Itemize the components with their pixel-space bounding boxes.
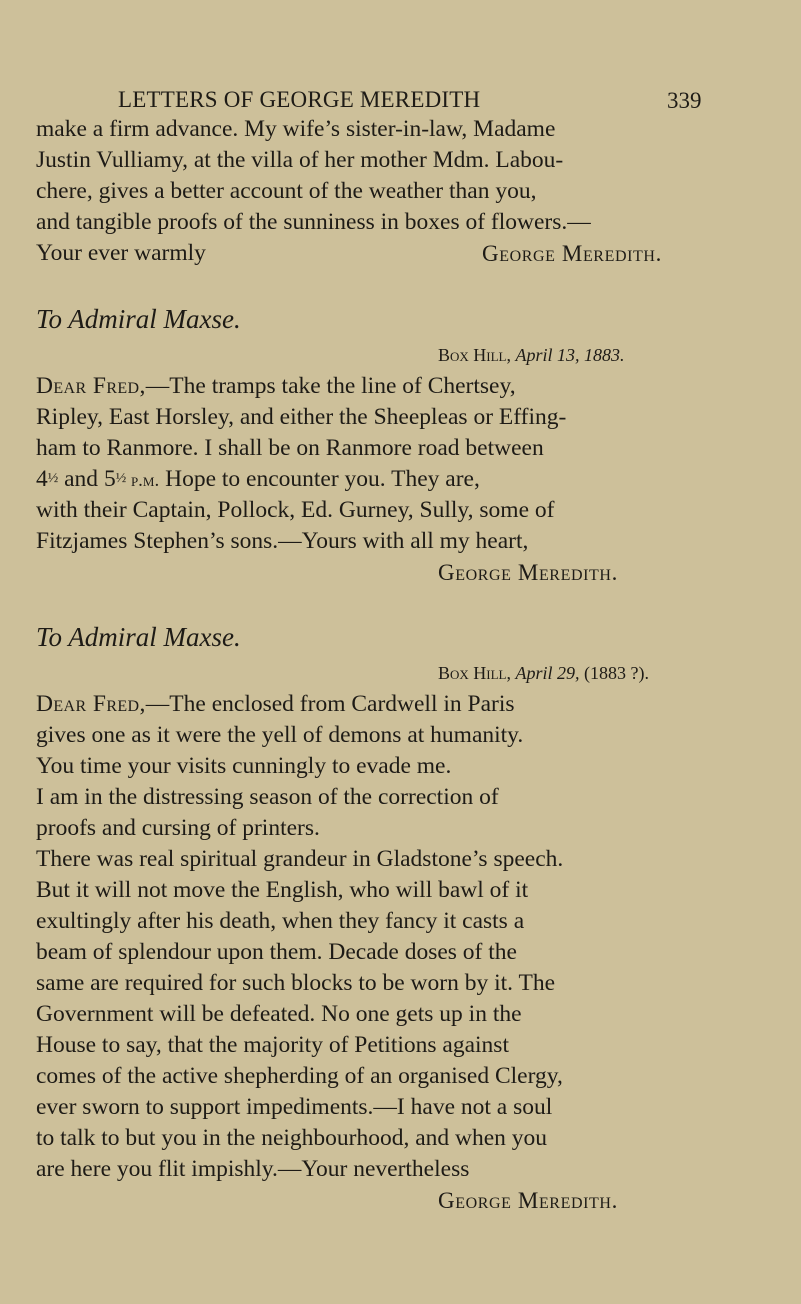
text-line: House to say, that the majority of Petitions against (36, 1032, 509, 1058)
text-line: beam of splendour upon them. Decade doses of the (36, 939, 517, 965)
text-line: Ripley, East Horsley, and either the Sheepleas or Effing- (36, 404, 567, 430)
text-line: But it will not move the English, who will bawl of it (36, 877, 529, 903)
pm: p.m. (126, 470, 160, 491)
text-line: to talk to but you in the neighbourhood, and when you (36, 1125, 548, 1151)
time-end: 5 (103, 466, 116, 492)
text-line: gives one as it were the yell of demons at humanity. (36, 722, 524, 748)
date: April 29, (515, 663, 580, 683)
date-year: (1883 ?). (579, 663, 649, 683)
text: and (58, 466, 104, 492)
dateline (438, 664, 649, 682)
text-line (36, 468, 480, 492)
signature: George Meredith. (482, 241, 662, 266)
text-line: exultingly after his death, when they fancy it casts a (36, 908, 525, 934)
page-number: 339 (667, 88, 702, 113)
text-line: ham to Ranmore. I shall be on Ranmore road between (36, 435, 544, 461)
salutation: Dear Fred, (36, 691, 146, 717)
fraction: ½ (47, 471, 59, 486)
text-line: I am in the distressing season of the correction of (36, 784, 499, 810)
addressee: To Admiral Maxse. (36, 304, 241, 334)
salutation-line (36, 693, 515, 717)
addressee: To Admiral Maxse. (36, 622, 241, 652)
text-line: with their Captain, Pollock, Ed. Gurney, Sully, some of (36, 497, 555, 523)
text-line: Government will be defeated. No one gets up in the (36, 1001, 522, 1027)
text: —The enclosed from Cardwell in Paris (145, 691, 515, 717)
closing-line: Your ever warmly (36, 240, 206, 266)
text-line: You time your visits cunningly to evade me. (36, 753, 452, 779)
text-line: proofs and cursing of printers. (36, 815, 320, 841)
salutation: Dear Fred, (36, 373, 146, 399)
text-line: Justin Vulliamy, at the villa of her mother Mdm. Labou- (36, 147, 564, 173)
text-line: There was real spiritual grandeur in Gladstone’s speech. (36, 846, 564, 872)
text: Hope to encounter you. They are, (159, 466, 480, 492)
text-line: are here you flit impishly.—Your nevertheless (36, 1156, 470, 1182)
text-line: same are required for such blocks to be worn by it. The (36, 970, 556, 996)
time-start: 4 (36, 466, 48, 492)
text-line: make a firm advance. My wife’s sister-in-law, Madame (36, 116, 556, 142)
fraction: ½ (115, 471, 127, 486)
text-line: comes of the active shepherding of an organised Clergy, (36, 1063, 563, 1089)
text-line: ever sworn to support impediments.—I have not a soul (36, 1094, 553, 1120)
text-line: and tangible proofs of the sunniness in boxes of flowers.— (36, 209, 591, 235)
place: Box Hill, (438, 663, 511, 683)
text-line: Fitzjames Stephen’s sons.—Yours with all my heart, (36, 528, 529, 554)
dateline (438, 346, 625, 364)
text-line: chere, gives a better account of the weather than you, (36, 178, 537, 204)
running-title: LETTERS OF GEORGE MEREDITH (118, 87, 481, 112)
date: April 13, 1883. (515, 345, 625, 365)
signature: George Meredith. (438, 1188, 618, 1213)
signature: George Meredith. (438, 560, 618, 585)
salutation-line (36, 375, 516, 399)
text: —The tramps take the line of Chertsey, (145, 373, 516, 399)
place: Box Hill, (438, 345, 511, 365)
